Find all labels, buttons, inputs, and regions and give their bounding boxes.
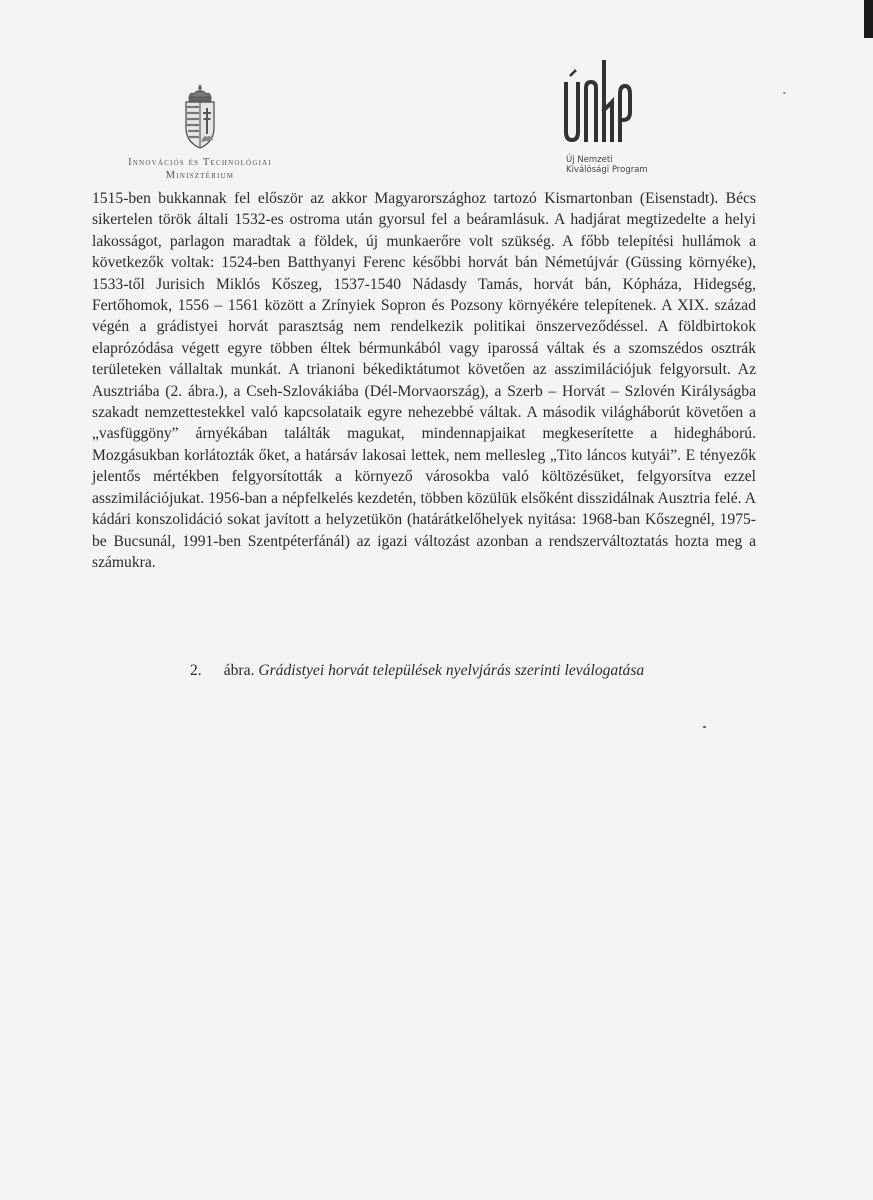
body-paragraph: 1515-ben bukkannak fel először az akkor Magyarországhoz tartozó Kismartonban (Eisenstadt). Bécs sikertelen török általi 1532-es ostroma után gyorsul fel a beáramlásuk. A hadjárat megtizedelte a helyi lakosságot, parlagon maradtak a földek, új munkaerőre volt szükség. A főbb telepítési hullámok a következők voltak: 1524-ben Batthyanyi Ferenc későbbi horvát bán Németújvár (Güssing környéke), 1533-től Jurisich Miklós Kőszeg, 1537-1540 Nádasdy Tamás, horvát bán, Kópháza, Hidegség, Fertőhomok, 1556 – 1561 között a Zrínyiek Sopron és Pozsony környékére telepítenek. A XIX. század végén a grádistyei horvát parasztság nem rendelkezik politikai önszerveződéssel. A földbirtokok elaprózódása végett egyre többen éltek bérmunkából vagy iparossá váltak és a szomszédos osztrák területeken vállaltak munkát. A trianoni békediktátumot követően az asszimilációjuk felgyorsult. Az Ausztriába (2. ábra.), a Cseh-Szlovákiába (Dél-Morvaország), a Szerb – Horvát – Szlovén Királyságba szakadt nemzettestekkel való kapcsolataik egyre nehezebbé váltak. A második világháborút követően a „vasfüggöny” árnyékában találták magukat, mindennapjaikat megkeserítette a hidegháború. Mozgásukban korlátozták őket, a határsáv lakosai lettek, nem mellesleg „Tito láncos kutyái”. E tényezők jelentős mértékben felgyorsították a környező városokba való költözésüket, felgyorsítva ezzel asszimilációjukat. 1956-ban a népfelkelés kezdetén, többen közülük elsőként disszidálnak Ausztria felé. A kádári konszolidáció sokat javított a helyzetükön (határátkelőhelyek nyitása: 1968-ban Kőszegnél, 1975-be Bucsunál, 1991-ben Szentpéterfánál) az igazi változást azonban a rendszerváltoztatás hozta meg a számukra. (92, 190, 756, 571)
ministry-name (100, 156, 300, 182)
unkp-logo (560, 58, 680, 175)
hungarian-coat-of-arms-icon (180, 82, 220, 150)
ministry-name-line2: Minisztérium (165, 170, 235, 181)
scan-speck (703, 726, 706, 728)
figure-label: ábra. (223, 662, 255, 679)
figure-number: 2. (190, 662, 202, 679)
unkp-line2: Kiválósági Program (566, 165, 648, 175)
ministry-name-line1: Innovációs és Technológiai (128, 157, 272, 168)
figure-caption (190, 660, 750, 681)
unkp-program-name (566, 155, 680, 175)
ministry-logo (100, 82, 300, 182)
figure-title: Grádistyei horvát települések nyelvjárás szerinti leválogatása (258, 662, 645, 679)
unkp-logo-mark-icon (560, 58, 632, 146)
scan-speck (783, 92, 786, 94)
unkp-line1: Új Nemzeti (566, 155, 613, 165)
scan-edge-shadow (864, 0, 873, 38)
